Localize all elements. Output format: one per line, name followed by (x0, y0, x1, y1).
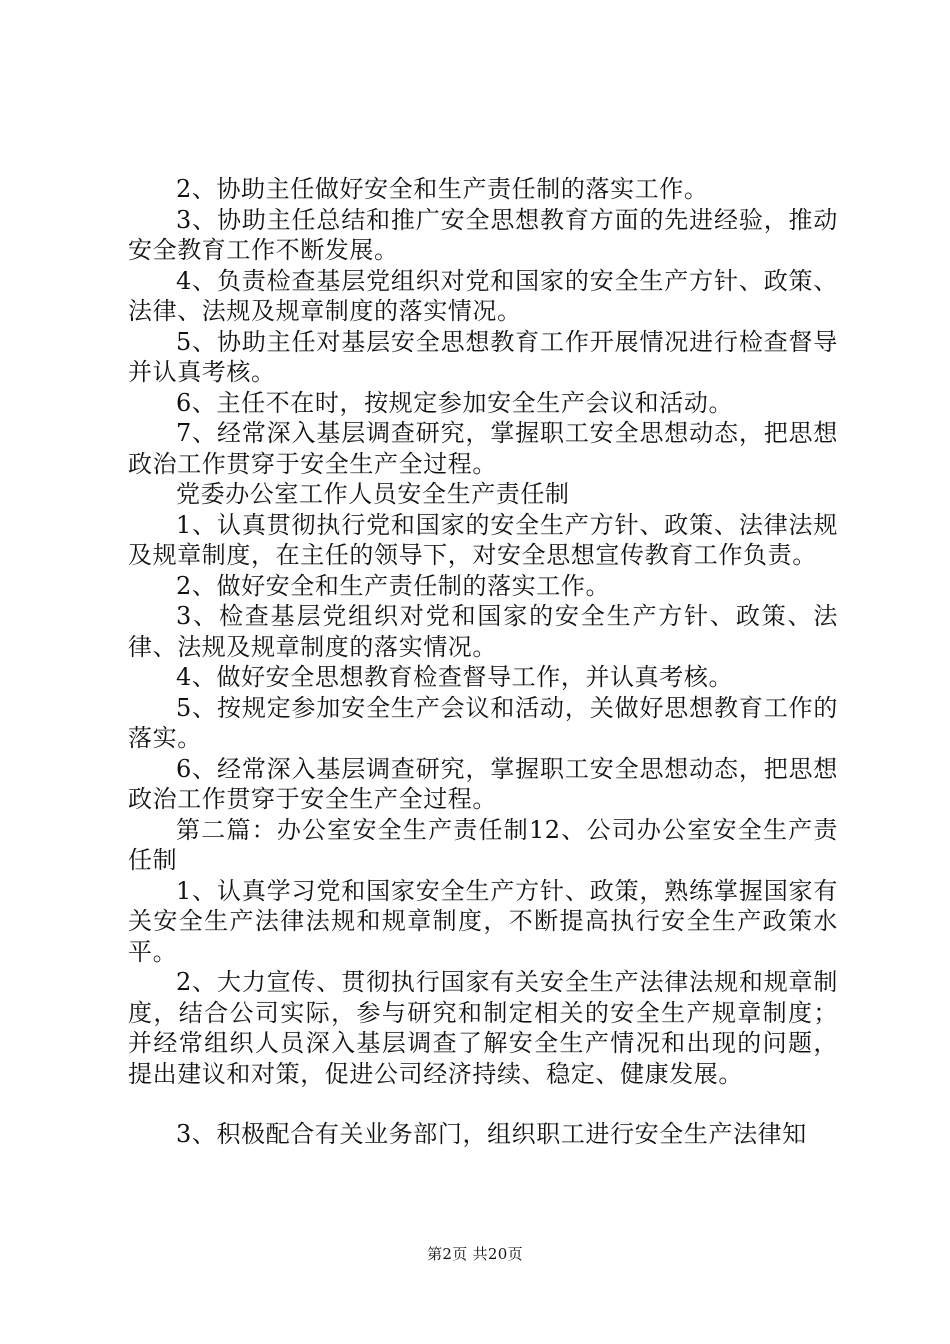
paragraph: 1、认真学习党和国家安全生产方针、政策，熟练掌握国家有关安全生产法律法规和规章制度，不断提高执行安全生产政策水平。 (128, 876, 838, 966)
document-body (128, 174, 838, 1150)
paragraph: 5、协助主任对基层安全思想教育工作开展情况进行检查督导并认真考核。 (128, 327, 838, 386)
page-number-footer: 第2页 共20页 (427, 1245, 523, 1263)
paragraph: 7、经常深入基层调查研究，掌握职工安全思想动态，把思想政治工作贯穿于安全生产全过程。 (128, 419, 838, 478)
paragraph: 4、负责检查基层党组织对党和国家的安全生产方针、政策、法律、法规及规章制度的落实情况。 (128, 266, 838, 325)
paragraph: 6、经常深入基层调查研究，掌握职工安全思想动态，把思想政治工作贯穿于安全生产全过程。 (128, 754, 838, 813)
paragraph: 1、认真贯彻执行党和国家的安全生产方针、政策、法律法规及规章制度，在主任的领导下，对安全思想宣传教育工作负责。 (128, 510, 838, 569)
paragraph: 5、按规定参加安全生产会议和活动，关做好思想教育工作的落实。 (128, 693, 838, 752)
paragraph: 3、协助主任总结和推广安全思想教育方面的先进经验，推动安全教育工作不断发展。 (128, 205, 838, 264)
paragraph: 3、积极配合有关业务部门，组织职工进行安全生产法律知 (176, 1120, 807, 1148)
paragraph: 2、大力宣传、贯彻执行国家有关安全生产法律法规和规章制度，结合公司实际，参与研究和制定相关的安全生产规章制度；并经常组织人员深入基层调查了解安全生产情况和出现的问题，提出建议和对策，促进公司经济持续、稳定、健康发展。 (128, 968, 838, 1088)
paragraph: 2、做好安全和生产责任制的落实工作。 (176, 571, 611, 600)
paragraph: 6、主任不在时，按规定参加安全生产会议和活动。 (176, 388, 734, 417)
paragraph: 2、协助主任做好安全和生产责任制的落实工作。 (176, 175, 709, 203)
section-heading: 党委办公室工作人员安全生产责任制 (176, 480, 570, 508)
paragraph: 4、做好安全思想教育检查督导工作，并认真考核。 (176, 663, 734, 691)
section-heading: 第二篇：办公室安全生产责任制12、公司办公室安全生产责任制 (128, 815, 838, 874)
paragraph: 3、检查基层党组织对党和国家的安全生产方针、政策、法律、法规及规章制度的落实情况。 (128, 602, 838, 661)
